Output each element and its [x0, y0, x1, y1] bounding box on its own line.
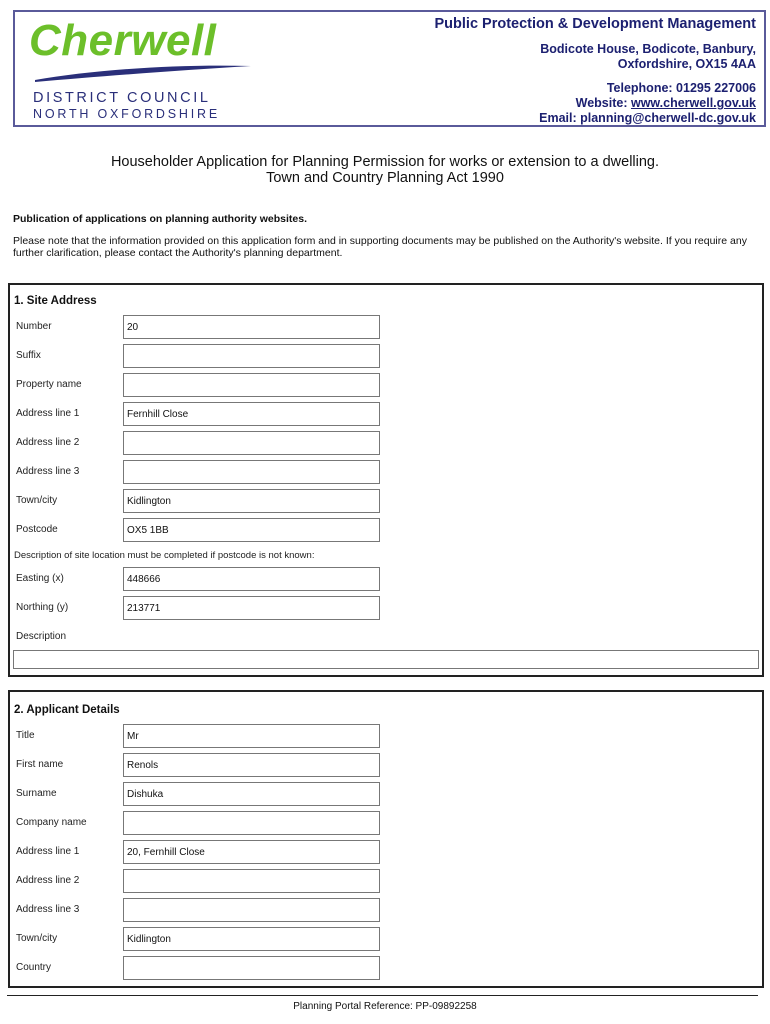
org-telephone: Telephone: 01295 227006 [606, 81, 756, 95]
council-logo-wordmark: Cherwell [29, 16, 217, 65]
company-name-field[interactable] [123, 811, 380, 835]
footer-divider [7, 995, 758, 996]
field-label: Address line 2 [16, 437, 80, 448]
form-row [10, 315, 762, 341]
postcode-field[interactable]: OX5 1BB [123, 518, 380, 542]
form-row [10, 869, 762, 895]
form-row [10, 724, 762, 750]
form-row [10, 811, 762, 837]
publication-notice: Please note that the information provided on this application form and in supporting documents may be published on the Authority's website. If you require any further clarification, please contact the Authority's planning department. [13, 235, 747, 259]
easting-field[interactable]: 448666 [123, 567, 380, 591]
address-line1-field[interactable]: Fernhill Close [123, 402, 380, 426]
first-name-field[interactable]: Renols [123, 753, 380, 777]
form-row [10, 373, 762, 399]
surname-field[interactable]: Dishuka [123, 782, 380, 806]
org-address-line2: Oxfordshire, OX15 4AA [617, 57, 756, 71]
form-row [10, 460, 762, 486]
form-row [10, 840, 762, 866]
site-address-section [8, 283, 764, 677]
section-title: 2. Applicant Details [14, 704, 120, 716]
form-row [10, 518, 762, 544]
address-line3-field[interactable] [123, 460, 380, 484]
org-address-line1: Bodicote House, Bodicote, Banbury, [540, 42, 756, 56]
document-title-line1: Householder Application for Planning Permission for works or extension to a dwelling. [110, 154, 660, 170]
suffix-field[interactable] [123, 344, 380, 368]
field-label: Number [16, 321, 52, 332]
form-row [10, 898, 762, 924]
country-field[interactable] [123, 956, 380, 980]
document-title-line2: Town and Country Planning Act 1990 [266, 170, 504, 186]
portal-reference: Planning Portal Reference: PP-09892258 [293, 1001, 477, 1012]
field-label: First name [16, 759, 64, 770]
northing-field[interactable]: 213771 [123, 596, 380, 620]
organisation-contact-block [435, 15, 756, 126]
applicant-address-line1-field[interactable]: 20, Fernhill Close [123, 840, 380, 864]
form-row [10, 489, 762, 515]
field-label: Title [16, 730, 35, 741]
org-website-row [435, 96, 756, 111]
document-title [0, 154, 770, 186]
field-label: Town/city [16, 495, 58, 506]
form-row [10, 782, 762, 808]
website-link[interactable]: www.cherwell.gov.uk [630, 96, 756, 110]
field-label: Northing (y) [16, 602, 69, 613]
field-label: Town/city [16, 933, 58, 944]
field-label: Postcode [16, 524, 58, 535]
form-row [10, 567, 762, 593]
property-name-field[interactable] [123, 373, 380, 397]
field-label: Address line 3 [16, 904, 80, 915]
applicant-address-line3-field[interactable] [123, 898, 380, 922]
section-title: 1. Site Address [14, 295, 97, 307]
logo-swoosh-icon [33, 62, 253, 84]
field-label: Suffix [16, 350, 41, 361]
title-field[interactable]: Mr [123, 724, 380, 748]
email-link[interactable]: planning@cherwell-dc.gov.uk [580, 111, 756, 125]
org-title: Public Protection & Development Management [434, 16, 756, 32]
number-field[interactable]: 20 [123, 315, 380, 339]
org-address [435, 42, 756, 72]
field-label: Easting (x) [16, 573, 64, 584]
applicant-details-section [8, 690, 764, 988]
field-label: Surname [16, 788, 57, 799]
location-note: Description of site location must be completed if postcode is not known: [14, 550, 315, 561]
field-label: Address line 3 [16, 466, 80, 477]
form-row [10, 753, 762, 779]
town-city-field[interactable]: Kidlington [123, 489, 380, 513]
description-field[interactable] [13, 650, 759, 669]
org-email-row [435, 111, 756, 126]
logo-district-council: DISTRICT COUNCIL [33, 90, 211, 106]
field-label: Address line 1 [16, 408, 80, 419]
org-contact [435, 81, 756, 126]
field-label: Address line 1 [16, 846, 80, 857]
publication-heading: Publication of applications on planning authority websites. [13, 213, 308, 225]
field-label: Property name [16, 379, 82, 390]
field-label: Address line 2 [16, 875, 80, 886]
website-label: Website: [575, 96, 631, 110]
field-label: Description [16, 631, 67, 642]
form-row [10, 956, 762, 982]
form-row [10, 625, 762, 651]
applicant-town-city-field[interactable]: Kidlington [123, 927, 380, 951]
form-row [10, 596, 762, 622]
address-line2-field[interactable] [123, 431, 380, 455]
form-row [10, 431, 762, 457]
field-label: Company name [16, 817, 87, 828]
header-banner [13, 10, 766, 127]
form-row [10, 927, 762, 953]
form-row [10, 402, 762, 428]
applicant-address-line2-field[interactable] [123, 869, 380, 893]
form-row [10, 344, 762, 370]
field-label: Country [16, 962, 52, 973]
email-label: Email: [539, 111, 581, 125]
logo-north-oxfordshire: NORTH OXFORDSHIRE [33, 107, 220, 121]
